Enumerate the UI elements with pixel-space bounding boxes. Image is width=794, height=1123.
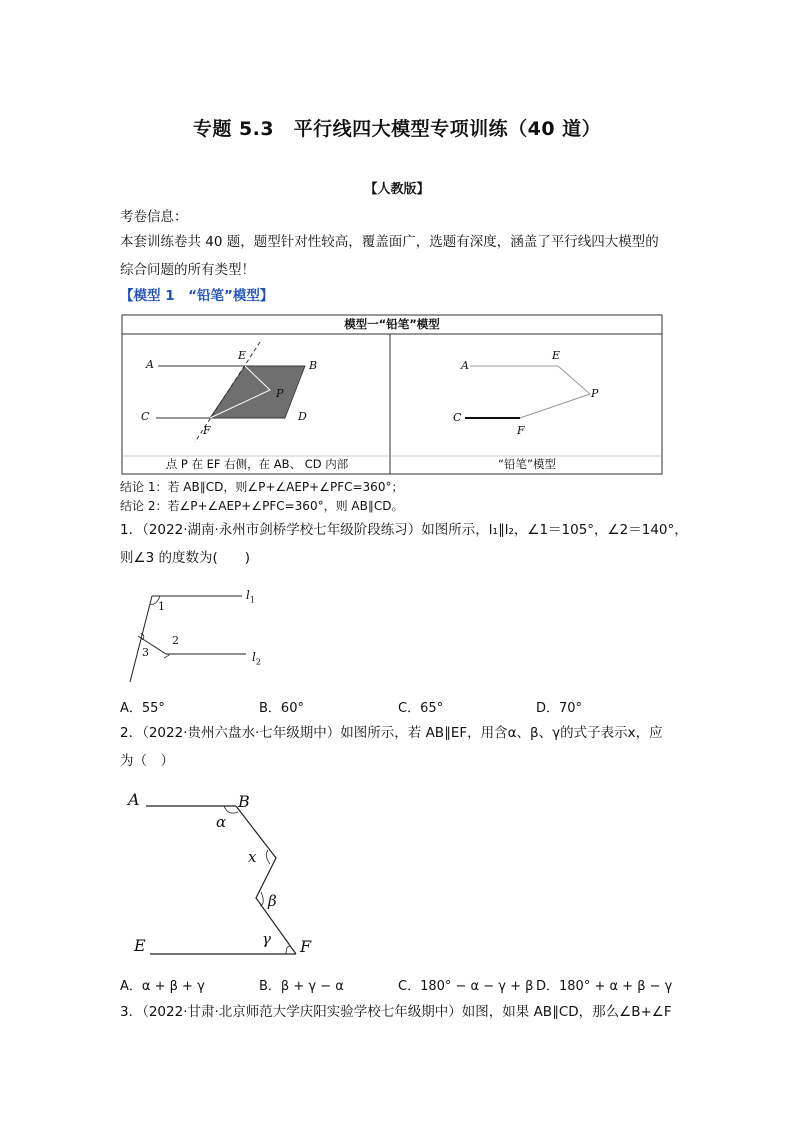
q2-label-E: E [134,936,146,955]
q1-option-b: B．60° [259,701,304,716]
q2-option-a: A．α + β + γ [120,979,205,994]
q1-option-c: C．65° [398,701,444,716]
intro-line-2: 综合问题的所有类型！ [120,262,255,278]
label-A-right: A [461,359,469,372]
q2-option-c: C．180° − α − γ + β [398,979,534,994]
label-C-left: C [141,410,150,423]
label-E-left: E [238,349,247,362]
q2-label-beta: β [268,892,277,910]
q2-label-alpha: α [216,813,227,831]
q1-option-d: D．70° [536,701,583,716]
label-E-right: E [552,349,561,362]
q1-text-line1: 1．（2022·湖南·永州市剑桥学校七年级阶段练习）如图所示，l₁∥l₂，∠1＝105°，∠2＝140°， [120,522,688,538]
q3-text-line1: 3．（2022·甘肃·北京师范大学庆阳实验学校七年级期中）如图，如果 AB∥CD，那么∠B+∠F [120,1004,672,1020]
q2-label-x: x [248,848,257,866]
q1-l2-label: $l_2$ [252,650,261,667]
label-F-left: F [203,424,211,437]
q2-option-b: B．β + γ − α [259,979,344,994]
info-label: 考卷信息： [120,209,188,225]
model-right-caption: “铅笔”模型 [498,457,556,471]
q2-option-d: D．180° + α + β − γ [536,979,673,994]
intro-line-1: 本套训练卷共 40 题，题型针对性较高，覆盖面广，选题有深度，涵盖了平行线四大模型的 [120,234,659,250]
q2-text-line1: 2．（2022·贵州六盘水·七年级期中）如图所示，若 AB∥EF，用含α、β、γ的式子表示x，应 [120,725,663,741]
q1-angle1-label: 1 [158,600,165,613]
q2-label-gamma: γ [262,930,271,948]
conclusion-1: 结论 1：若 AB∥CD，则∠P+∠AEP+∠PFC=360°； [120,480,404,494]
model-table-header: 模型一“铅笔”模型 [344,317,440,331]
q2-label-B: B [238,792,250,811]
q1-option-a: A．55° [120,701,165,716]
label-B-left: B [309,359,318,372]
label-P-left: P [276,387,284,400]
q1-figure [120,584,280,688]
q1-angle3-label: 3 [142,646,149,659]
label-C-right: C [453,411,462,424]
q2-label-F: F [300,937,312,956]
q2-label-A: A [128,790,140,809]
q1-l1-label: $l_1$ [246,588,255,605]
q2-text-line2: 为（ ） [120,753,174,769]
q1-text-line2: 则∠3 的度数为( ) [120,550,251,566]
label-F-right: F [517,424,525,437]
page-title: 专题 5.3 平行线四大模型专项训练（40 道） [192,118,602,140]
model-left-caption: 点 P 在 EF 右侧，在 AB、 CD 内部 [165,457,349,471]
label-A-left: A [146,358,154,371]
edition-label: 【人教版】 [364,182,430,197]
conclusion-2: 结论 2：若∠P+∠AEP+∠PFC=360°，则 AB∥CD。 [120,499,404,513]
model-table-figure [120,314,664,476]
label-P-right: P [591,387,599,400]
label-D-left: D [298,410,307,423]
model1-heading: 【模型 1 “铅笔”模型】 [120,288,274,304]
q1-angle2-label: 2 [172,634,179,647]
